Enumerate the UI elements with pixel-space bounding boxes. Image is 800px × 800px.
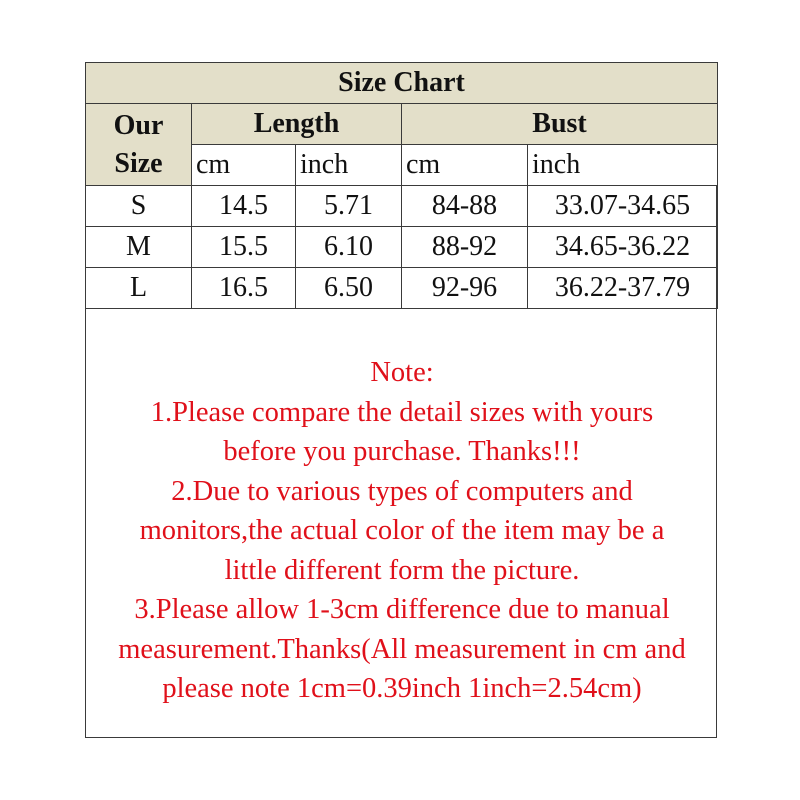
note-line: measurement.Thanks(All measurement in cm and — [118, 633, 686, 665]
note-line: 1.Please compare the detail sizes with yours — [150, 396, 654, 428]
length-inch-unit: inch — [296, 145, 402, 186]
length-cm-cell: 15.5 — [192, 227, 296, 268]
table-row — [86, 227, 718, 268]
length-cm-cell: 16.5 — [192, 268, 296, 309]
chart-title: Size Chart — [86, 63, 718, 104]
length-header: Length — [192, 104, 402, 145]
our-size-line1: Our — [113, 109, 164, 141]
title-row — [86, 63, 718, 104]
size-cell: S — [86, 186, 192, 227]
note-line: before you purchase. Thanks!!! — [223, 436, 581, 467]
size-cell: L — [86, 268, 192, 309]
note-block — [86, 311, 718, 739]
note-line: monitors,the actual color of the item may be a — [139, 515, 665, 546]
table-row — [86, 186, 718, 227]
bust-cm-cell: 88-92 — [402, 227, 528, 268]
bust-inch-cell: 33.07-34.65 — [528, 186, 718, 227]
note-line: 2.Due to various types of computers and — [171, 475, 633, 507]
header-row-main — [86, 104, 718, 145]
note-line: 3.Please allow 1-3cm difference due to manual — [134, 594, 670, 625]
bust-inch-cell: 34.65-36.22 — [528, 227, 718, 268]
size-chart-sheet — [85, 62, 717, 738]
bust-inch-unit: inch — [528, 145, 718, 186]
bust-header: Bust — [402, 104, 718, 145]
length-inch-cell: 5.71 — [296, 186, 402, 227]
bust-inch-cell: 36.22-37.79 — [528, 268, 718, 309]
length-cm-unit: cm — [192, 145, 296, 186]
size-cell: M — [86, 227, 192, 268]
our-size-line2: Size — [114, 147, 163, 179]
note-heading: Note: — [370, 357, 434, 388]
size-chart-table — [85, 62, 718, 309]
length-inch-cell: 6.50 — [296, 268, 402, 309]
note-line: little different form the picture. — [224, 554, 580, 586]
note-line: please note 1cm=0.39inch 1inch=2.54cm) — [162, 673, 642, 704]
bust-cm-cell: 92-96 — [402, 268, 528, 309]
bust-cm-cell: 84-88 — [402, 186, 528, 227]
length-cm-cell: 14.5 — [192, 186, 296, 227]
table-row — [86, 268, 718, 309]
length-inch-cell: 6.10 — [296, 227, 402, 268]
our-size-header — [86, 104, 192, 186]
bust-cm-unit: cm — [402, 145, 528, 186]
